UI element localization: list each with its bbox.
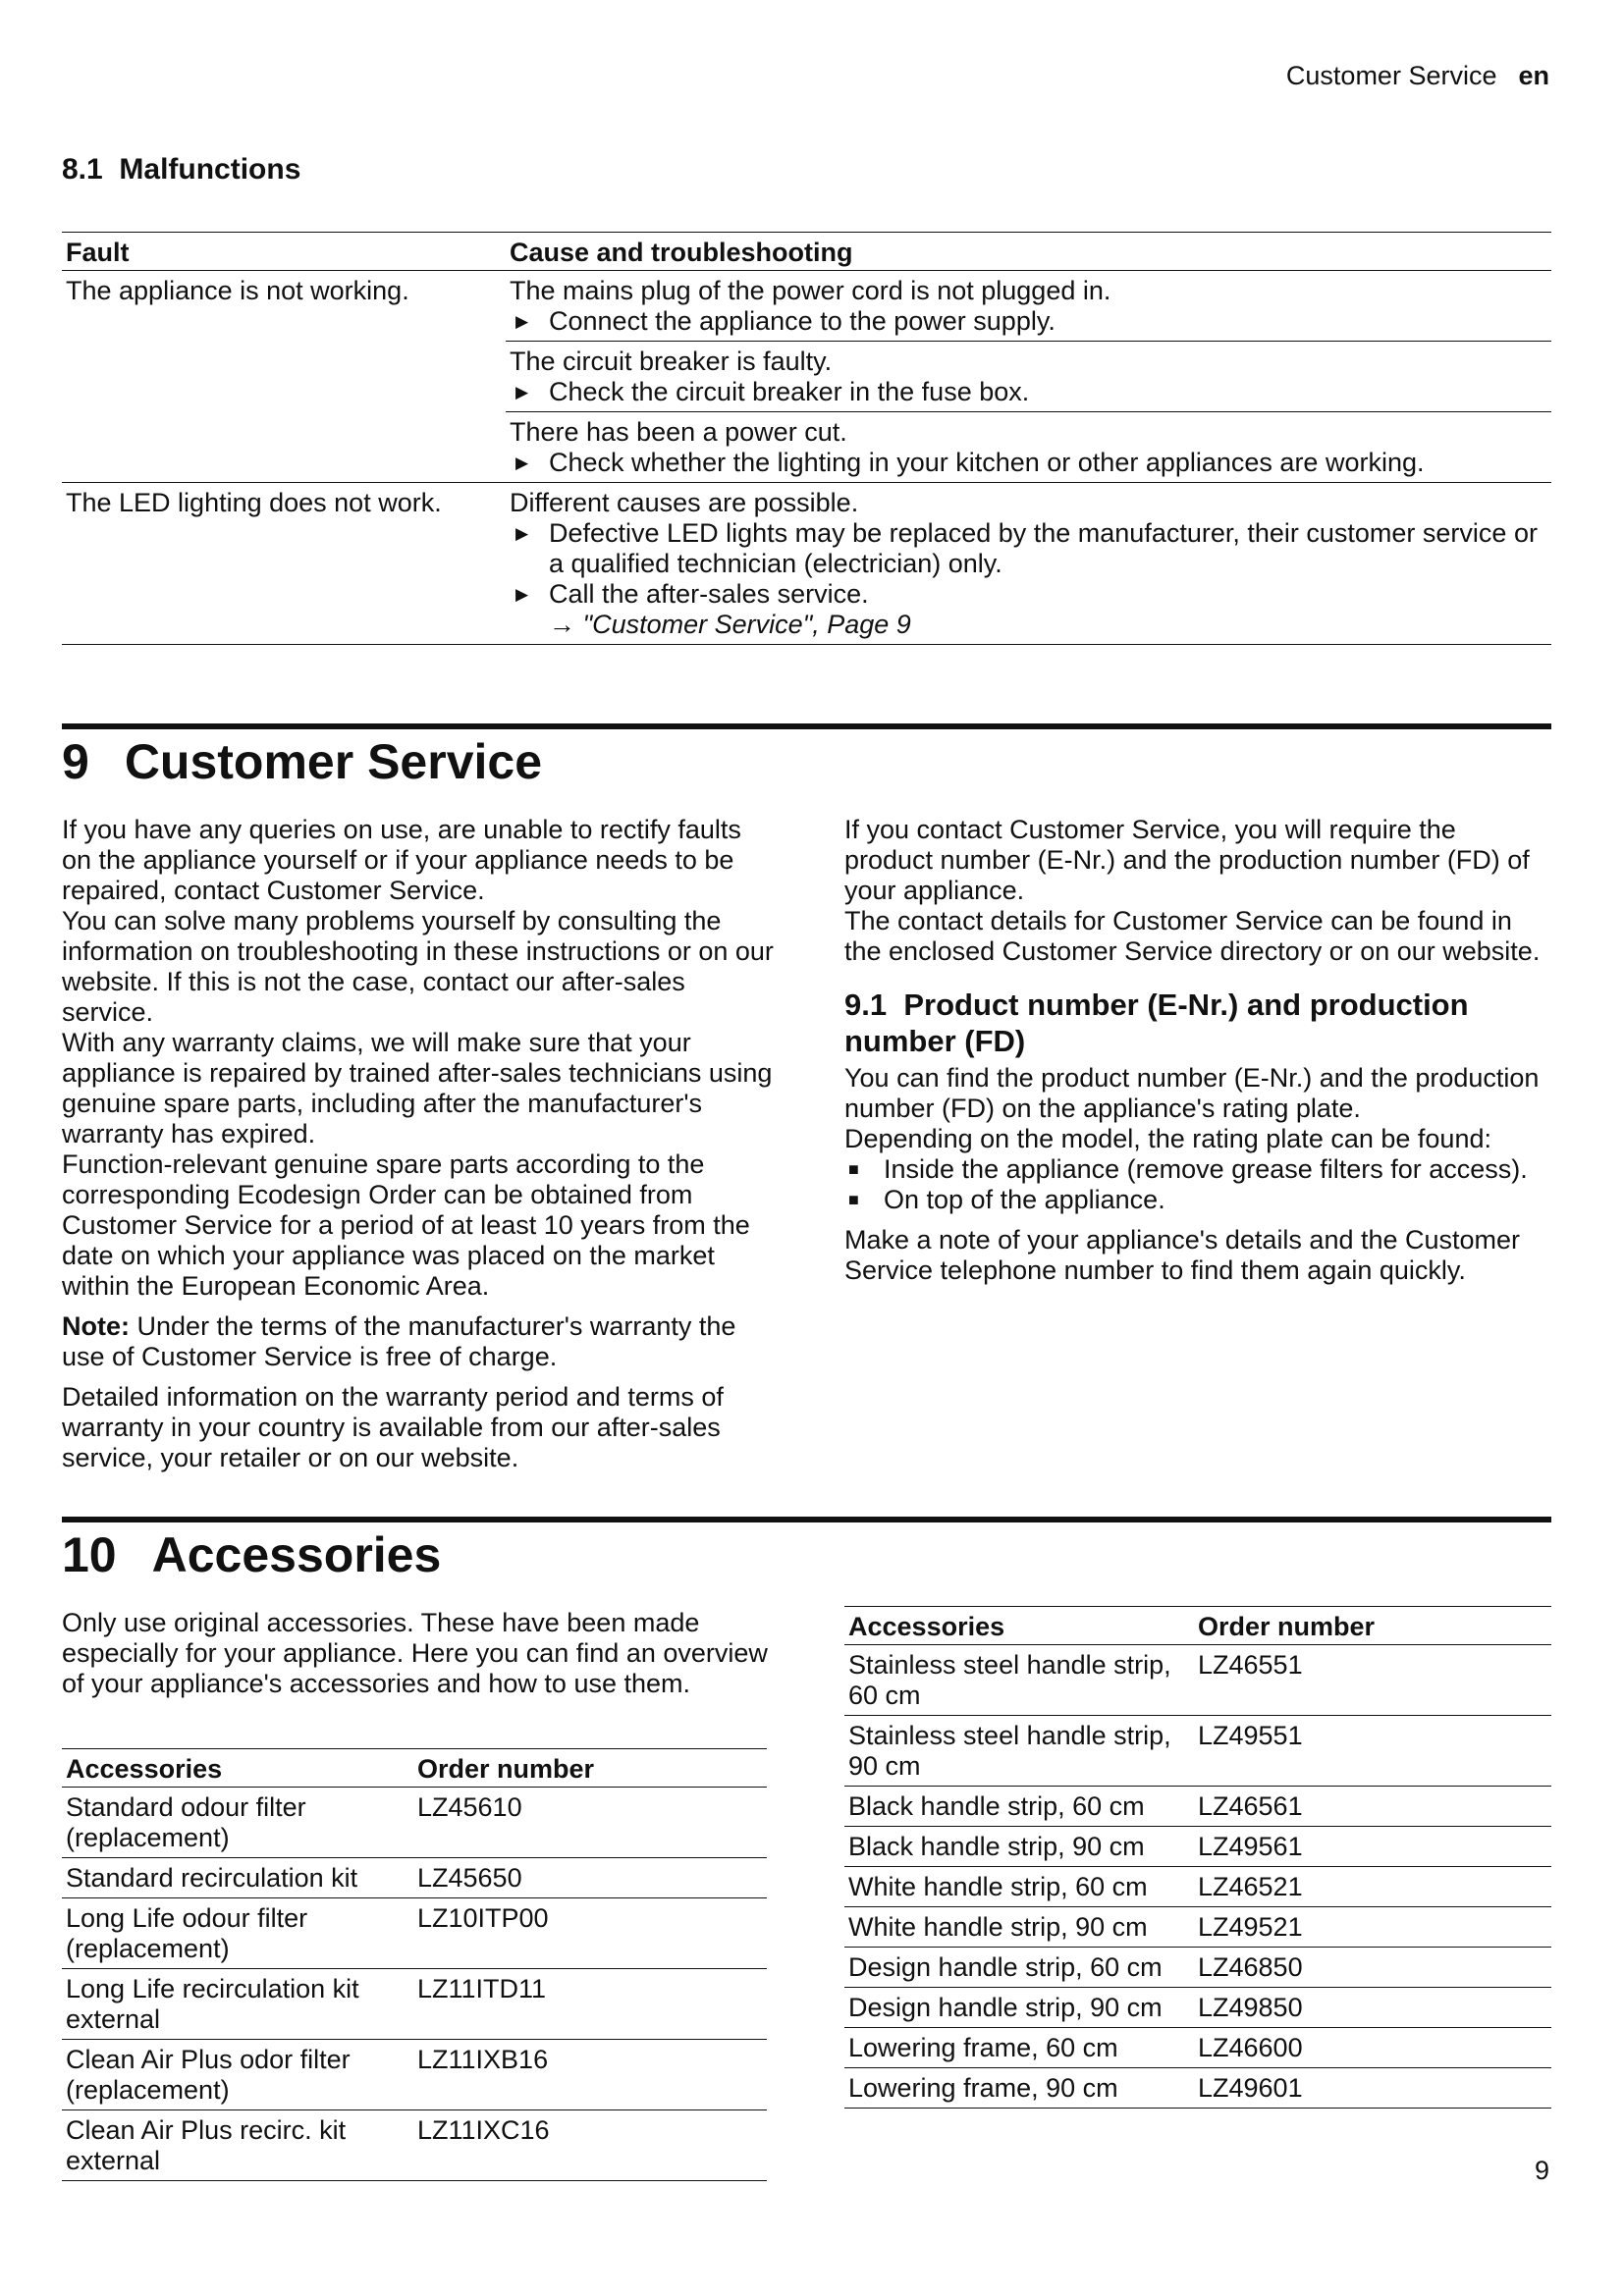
accessory-name: Stainless steel handle strip, 90 cm <box>844 1716 1194 1787</box>
table-row <box>844 1948 1551 1988</box>
accessory-name: Lowering frame, 90 cm <box>844 2068 1194 2109</box>
fault-cell: The appliance is not working. <box>66 276 409 305</box>
chapter-rule <box>62 723 1551 729</box>
note-paragraph <box>62 1311 775 1372</box>
order-number: LZ45650 <box>413 1858 767 1898</box>
table-row <box>844 1787 1551 1827</box>
cause-text: The circuit breaker is faulty. <box>510 347 833 376</box>
table-row <box>62 1788 767 1858</box>
accessories-heading <box>62 1526 441 1583</box>
remedy-text: Call the after-sales service. <box>549 579 869 609</box>
order-number: LZ11IXC16 <box>413 2110 767 2181</box>
chapter-title: Accessories <box>151 1527 442 1582</box>
triangle-bullet-icon: ▶ <box>515 454 529 472</box>
chapter-number: 9 <box>62 734 89 789</box>
accessory-name: Lowering frame, 60 cm <box>844 2028 1194 2068</box>
square-bullet-icon: ■ <box>848 1190 859 1209</box>
cause-text: Different causes are possible. <box>510 488 859 517</box>
accessory-name: Black handle strip, 90 cm <box>844 1827 1194 1867</box>
table-row <box>844 1988 1551 2028</box>
order-number: LZ49521 <box>1194 1907 1551 1948</box>
running-header-section: Customer Service <box>1285 61 1497 90</box>
accessories-table-left <box>62 1748 767 2181</box>
table-row <box>62 483 1551 645</box>
malfunctions-heading <box>62 153 300 187</box>
subsection-number: 9.1 <box>844 988 888 1022</box>
fault-cell: The LED lighting does not work. <box>66 488 442 517</box>
order-number: LZ11IXB16 <box>413 2040 767 2110</box>
cross-reference-link[interactable]: → "Customer Service", Page 9 <box>549 610 911 639</box>
accessory-name: Standard odour filter (replacement) <box>62 1788 413 1858</box>
order-number: LZ10ITP00 <box>413 1898 767 1969</box>
cause-column-header: Cause and troubleshooting <box>506 233 1551 271</box>
order-number: LZ46850 <box>1194 1948 1551 1988</box>
remedy-step <box>510 448 1547 478</box>
language-code: en <box>1518 61 1549 90</box>
cause-block <box>506 342 1551 412</box>
triangle-bullet-icon: ▶ <box>515 524 529 543</box>
fault-column-header: Fault <box>62 233 506 271</box>
order-number-column-header: Order number <box>1194 1607 1551 1645</box>
chapter-number: 10 <box>62 1527 117 1582</box>
paragraph: Detailed information on the warranty period and terms of warranty in your country is available from our after-sales service, your retailer or on our website. <box>62 1382 724 1472</box>
malfunctions-title: Malfunctions <box>119 153 301 186</box>
order-number: LZ49601 <box>1194 2068 1551 2109</box>
remedy-step <box>510 306 1547 337</box>
customer-service-left-column <box>62 815 775 1483</box>
triangle-bullet-icon: ▶ <box>515 383 529 401</box>
cause-block <box>506 483 1551 644</box>
square-bullet-icon: ■ <box>848 1159 859 1179</box>
chapter-rule <box>62 1517 1551 1522</box>
remedy-step <box>510 518 1547 579</box>
triangle-bullet-icon: ▶ <box>515 585 529 604</box>
paragraph: If you contact Customer Service, you will require the product number (E-Nr.) and the production number (FD) of your appliance. <box>844 815 1530 905</box>
accessory-name: White handle strip, 90 cm <box>844 1907 1194 1948</box>
cause-text: The mains plug of the power cord is not plugged in. <box>510 276 1111 305</box>
accessory-name: Stainless steel handle strip, 60 cm <box>844 1645 1194 1716</box>
triangle-bullet-icon: ▶ <box>515 312 529 331</box>
accessories-table-right <box>844 1606 1551 2109</box>
order-number: LZ46521 <box>1194 1867 1551 1907</box>
table-row <box>62 1969 767 2040</box>
malfunctions-table <box>62 232 1551 645</box>
list-item <box>844 1154 1549 1185</box>
order-number: LZ45610 <box>413 1788 767 1858</box>
table-row <box>844 1867 1551 1907</box>
order-number: LZ49561 <box>1194 1827 1551 1867</box>
table-row <box>844 1827 1551 1867</box>
subsection-title: Product number (E-Nr.) and production number (FD) <box>844 988 1469 1058</box>
accessory-name: Long Life recirculation kit external <box>62 1969 413 2040</box>
remedy-text: Check the circuit breaker in the fuse box. <box>549 377 1030 406</box>
accessory-column-header: Accessories <box>844 1607 1194 1645</box>
table-row <box>844 1716 1551 1787</box>
table-row <box>62 2040 767 2110</box>
accessory-name: Design handle strip, 90 cm <box>844 1988 1194 2028</box>
accessory-name: Long Life odour filter (replacement) <box>62 1898 413 1969</box>
paragraph: The contact details for Customer Service can be found in the enclosed Customer Service directory or on our website. <box>844 906 1541 966</box>
order-number: LZ46600 <box>1194 2028 1551 2068</box>
malfunctions-number: 8.1 <box>62 153 103 186</box>
table-row <box>62 1898 767 1969</box>
cause-block <box>506 271 1551 342</box>
table-row <box>844 1907 1551 1948</box>
accessories-intro <box>62 1608 769 1699</box>
remedy-text: Defective LED lights may be replaced by the manufacturer, their customer service or a qualified technician (electrician) only. <box>549 518 1538 578</box>
table-row <box>62 271 1551 483</box>
cause-block <box>506 412 1551 482</box>
list-item-text: On top of the appliance. <box>884 1185 1165 1214</box>
remedy-text: Connect the appliance to the power supply. <box>549 306 1056 336</box>
order-number: LZ11ITD11 <box>413 1969 767 2040</box>
accessory-name: Clean Air Plus recirc. kit external <box>62 2110 413 2181</box>
paragraph: If you have any queries on use, are unable to rectify faults on the appliance yourself or if your appliance needs to be repaired, contact Customer Service. <box>62 815 741 905</box>
list-item-text: Inside the appliance (remove grease filters for access). <box>884 1154 1528 1184</box>
customer-service-heading <box>62 733 542 790</box>
remedy-text: Check whether the lighting in your kitchen or other appliances are working. <box>549 448 1425 477</box>
chapter-title: Customer Service <box>124 734 543 789</box>
accessory-name: White handle strip, 60 cm <box>844 1867 1194 1907</box>
accessory-name: Design handle strip, 60 cm <box>844 1948 1194 1988</box>
paragraph: With any warranty claims, we will make sure that your appliance is repaired by trained after-sales technicians using genuine spare parts, including after the manufacturer's warranty has expired. <box>62 1028 773 1148</box>
table-row <box>844 1645 1551 1716</box>
paragraph: Only use original accessories. These have been made especially for your appliance. Here you can find an overview of your appliance's accessories and how to use them. <box>62 1608 768 1698</box>
paragraph: Depending on the model, the rating plate can be found: <box>844 1124 1491 1153</box>
customer-service-right-column <box>844 815 1549 1296</box>
note-label: Note: <box>62 1311 130 1341</box>
table-row <box>844 2068 1551 2109</box>
remedy-step <box>510 377 1547 407</box>
accessory-column-header: Accessories <box>62 1749 413 1788</box>
running-header <box>1286 61 1549 91</box>
cause-text: There has been a power cut. <box>510 417 847 447</box>
order-number: LZ49850 <box>1194 1988 1551 2028</box>
page-number: 9 <box>1534 2156 1549 2185</box>
table-row <box>62 1858 767 1898</box>
order-number: LZ49551 <box>1194 1716 1551 1787</box>
paragraph: You can find the product number (E-Nr.) and the production number (FD) on the appliance's rating plate. <box>844 1063 1540 1123</box>
accessory-name: Clean Air Plus odor filter (replacement) <box>62 2040 413 2110</box>
accessory-name: Black handle strip, 60 cm <box>844 1787 1194 1827</box>
table-row <box>62 2110 767 2181</box>
order-number-column-header: Order number <box>413 1749 767 1788</box>
order-number: LZ46551 <box>1194 1645 1551 1716</box>
note-text: Under the terms of the manufacturer's warranty the use of Customer Service is free of charge. <box>62 1311 736 1371</box>
list-item <box>844 1185 1549 1215</box>
paragraph: Function-relevant genuine spare parts according to the corresponding Ecodesign Order can be obtained from Customer Service for a period of at least 10 years from the date on which your appliance was placed on the market within the European Economic Area. <box>62 1149 750 1301</box>
product-number-heading <box>844 987 1549 1059</box>
paragraph: You can solve many problems yourself by consulting the information on troubleshooting in these instructions or on our website. If this is not the case, contact our after-sales service. <box>62 906 774 1027</box>
paragraph: Make a note of your appliance's details and the Customer Service telephone number to find them again quickly. <box>844 1225 1521 1285</box>
remedy-step <box>510 579 1547 610</box>
table-row <box>844 2028 1551 2068</box>
accessory-name: Standard recirculation kit <box>62 1858 413 1898</box>
order-number: LZ46561 <box>1194 1787 1551 1827</box>
